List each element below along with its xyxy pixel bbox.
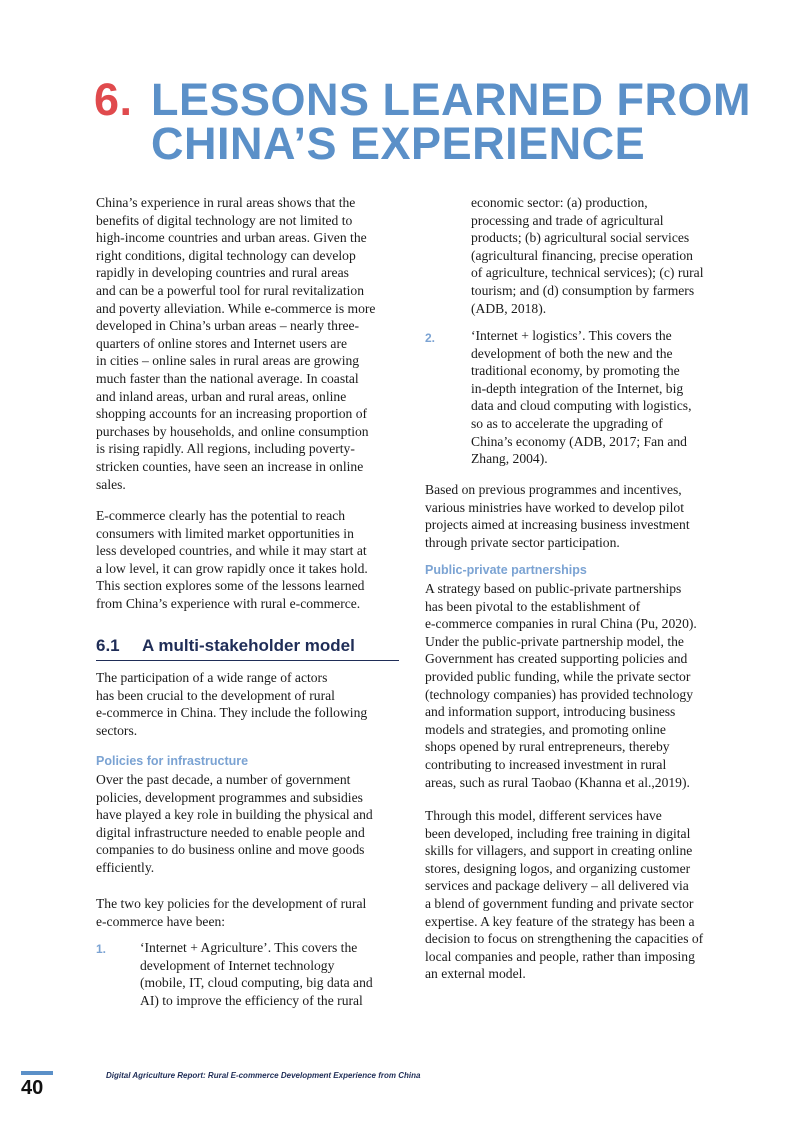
subheading-ppp: Public-private partnerships xyxy=(425,563,587,577)
list-number-2: 2. xyxy=(425,331,436,345)
list-item-1-continued: economic sector: (a) production, processing and trade of agricultural products; (b) agricultural social services (agricultural financing, precise operation of agriculture, technical services); (c) rural tourism; and (d) consumption by farmers (ADB, 2018). xyxy=(471,195,704,316)
list-number-1: 1. xyxy=(96,942,107,956)
paragraph-participation: The participation of a wide range of actors has been crucial to the development of rural e-commerce in China. They include the following sectors. xyxy=(96,670,368,738)
list-item-1: ‘Internet + Agriculture’. This covers the development of Internet technology (mobile, IT, cloud computing, big data and AI) to improve the efficiency of the rural xyxy=(140,940,373,1008)
subheading-infrastructure: Policies for infrastructure xyxy=(96,754,249,768)
list-item-2: ‘Internet + logistics’. This covers the development of both the new and the traditional economy, by promoting the in-depth integration of the Internet, big data and cloud computing with logistics, so as to accelerate the upgrading of China’s economy (ADB, 2017; Fan and Zhang, 2004). xyxy=(471,328,692,467)
footer-accent-bar xyxy=(21,1071,53,1075)
paragraph-model: Through this model, different services have been developed, including free training in digital skills for villagers, and support in creating online stores, designing logos, and organizing customer services and package delivery – all delivered via a blend of government funding and private sector expertise. A key feature of the strategy has been a decision to focus on strengthening the capacities of local companies and people, rather than imposing an external model. xyxy=(425,808,704,982)
section-heading xyxy=(96,636,399,661)
intro-paragraph: China’s experience in rural areas shows that the benefits of digital technology are not limited to high-income countries and urban areas. Given the right conditions, digital technology can develop rapidly in developing countries and rural areas and can be a powerful tool for rural revitalization and poverty alleviation. While e-commerce is more developed in China’s urban areas – nearly three- quarters of online stores and Internet users are in cities – online sales in rural areas are growing much faster than the national average. In coastal and inland areas, urban and rural areas, online shopping accounts for an increasing proportion of purchases by households, and online consumption is rising rapidly. All regions, including poverty- stricken counties, have seen an increase in online sales. xyxy=(96,195,376,492)
section-number: 6.1 xyxy=(96,636,120,655)
paragraph-potential: E-commerce clearly has the potential to reach consumers with limited market opportunities in less developed countries, and while it may start at a low level, it can grow rapidly once it takes hold. This section explores some of the lessons learned from China’s experience with rural e-commerce. xyxy=(96,508,368,611)
page-number: 40 xyxy=(21,1077,44,1099)
paragraph-ppp: A strategy based on public-private partnerships has been pivotal to the establishment of e-commerce companies in rural China (Pu, 2020). Under the public-private partnership model, the Government has created supporting policies and provided public funding, while the private sector (technology companies) has provided technology and information support, introducing business models and strategies, and promoting online shops opened by rural entrepreneurs, thereby contributing to increased investment in rural areas, such as rural Taobao (Khanna et al.,2019). xyxy=(425,581,697,790)
section-title: A multi-stakeholder model xyxy=(142,636,355,655)
chapter-number: 6. xyxy=(94,74,133,125)
chapter-title-text: LESSONS LEARNED FROM CHINA’S EXPERIENCE xyxy=(151,74,752,169)
paragraph-programmes: Based on previous programmes and incentives, various ministries have worked to develop pilot projects aimed at increasing business investment through private sector participation. xyxy=(425,482,690,550)
paragraph-policies: Over the past decade, a number of government policies, development programmes and subsidies have played a key role in building the physical and digital infrastructure needed to enable people and companies to do business online and move goods efficiently. xyxy=(96,772,373,875)
paragraph-two-policies: The two key policies for the development of rural e-commerce have been: xyxy=(96,896,367,929)
running-title: Digital Agriculture Report: Rural E-commerce Development Experience from China xyxy=(106,1071,421,1080)
